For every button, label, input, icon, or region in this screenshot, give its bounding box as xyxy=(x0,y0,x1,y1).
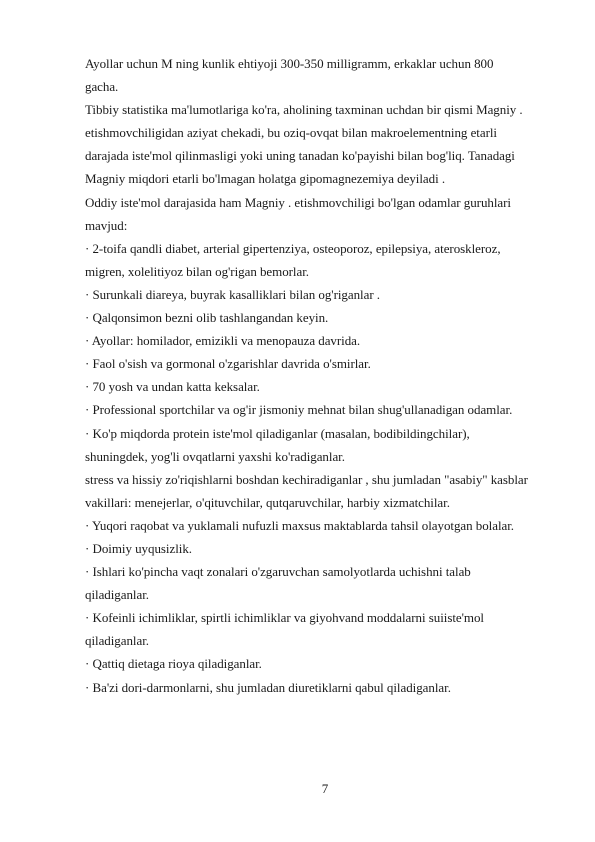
page-number: 7 xyxy=(321,781,329,796)
text-line: Tibbiy statistika ma'lumotlariga ko'ra, aholining taxminan uchdan bir qismi Magniy . xyxy=(85,102,523,118)
text-line: stress va hissiy zo'riqishlarni boshdan kechiradiganlar , shu jumladan "asabiy" kasblar xyxy=(85,471,528,487)
list-item-continuation: qiladiganlar. xyxy=(85,587,149,603)
list-item: · Qalqonsimon bezni olib tashlangandan keyin. xyxy=(85,310,329,326)
list-item: · Qattiq dietaga rioya qiladiganlar. xyxy=(85,656,262,672)
list-item-continuation: shuningdek, yog'li ovqatlarni yaxshi ko'radiganlar. xyxy=(85,448,345,464)
text-line: mavjud: xyxy=(85,217,128,233)
list-item: · Kofeinli ichimliklar, spirtli ichimliklar va giyohvand moddalarni suiiste'mol xyxy=(85,610,484,626)
document-body xyxy=(85,52,585,699)
list-item: · Faol o'sish va gormonal o'zgarishlar davrida o'smirlar. xyxy=(85,356,371,372)
list-item: · 70 yosh va undan katta keksalar. xyxy=(85,379,260,395)
list-item-continuation: qiladiganlar. xyxy=(85,633,149,649)
list-item: · Ko'p miqdorda protein iste'mol qiladiganlar (masalan, bodibildingchilar), xyxy=(85,425,470,441)
list-item: · Yuqori raqobat va yuklamali nufuzli maxsus maktablarda tahsil olayotgan bolalar. xyxy=(85,517,514,533)
list-item: · Ayollar: homilador, emizikli va menopauza davrida. xyxy=(85,333,361,349)
text-line: vakillari: menejerlar, o'qituvchilar, qutqaruvchilar, harbiy xizmatchilar. xyxy=(85,494,450,510)
list-item: · Professional sportchilar va og'ir jismoniy mehnat bilan shug'ullanadigan odamlar. xyxy=(85,402,513,418)
text-line: gacha. xyxy=(85,79,119,95)
list-item: · Doimiy uyqusizlik. xyxy=(85,540,192,556)
list-item-continuation: migren, xolelitiyoz bilan og'rigan bemorlar. xyxy=(85,263,309,279)
text-line: Oddiy iste'mol darajasida ham Magniy . etishmovchiligi bo'lgan odamlar guruhlari xyxy=(85,194,511,210)
text-line: etishmovchiligidan aziyat chekadi, bu oziq-ovqat bilan makroelementning etarli xyxy=(85,125,497,141)
text-line: Magniy miqdori etarli bo'lmagan holatga gipomagnezemiya deyiladi . xyxy=(85,171,446,187)
text-line: darajada iste'mol qilinmasligi yoki uning tanadan ko'payishi bilan bog'liq. Tanadagi xyxy=(85,148,515,164)
list-item: · Ishlari ko'pincha vaqt zonalari o'zgaruvchan samolyotlarda uchishni talab xyxy=(85,564,471,580)
text-line: Ayollar uchun M ning kunlik ehtiyoji 300-350 milligramm, erkaklar uchun 800 xyxy=(85,56,494,71)
list-item: · 2-toifa qandli diabet, arterial gipertenziya, osteoporoz, epilepsiya, ateroskleroz, xyxy=(85,240,501,256)
list-item: · Surunkali diareya, buyrak kasalliklari bilan og'riganlar . xyxy=(85,286,380,302)
list-item: · Ba'zi dori-darmonlarni, shu jumladan diuretiklarni qabul qiladiganlar. xyxy=(85,679,451,695)
